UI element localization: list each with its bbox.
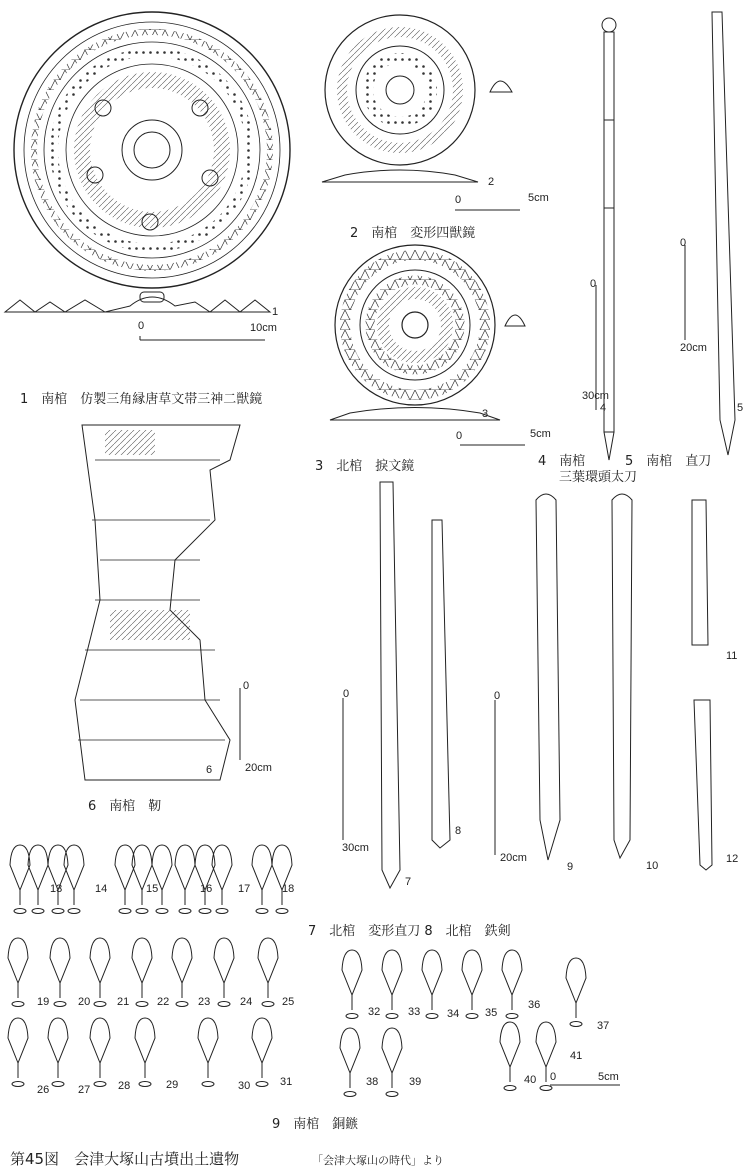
scale-5-zero: 0: [680, 237, 687, 249]
figure-number-38: 38: [366, 1076, 379, 1088]
figure-number-3: 3: [482, 408, 489, 420]
scale-7-zero: 0: [343, 688, 350, 700]
arrowhead-section: [426, 1014, 438, 1019]
figure-number-30: 30: [238, 1080, 251, 1092]
figure-number-36: 36: [528, 999, 541, 1011]
mirror-3-drawing: [330, 245, 525, 445]
arrowhead-sketch: [198, 1018, 218, 1078]
caption-7-8: 7 北棺 変形直刀 8 北棺 鉄剣: [308, 924, 511, 939]
arrowhead-sketch: [382, 950, 402, 1010]
figure-number-17: 17: [238, 883, 251, 895]
scale-4-zero: 0: [590, 278, 597, 290]
arrowhead-section: [139, 1082, 151, 1087]
scale-7-length: 30cm: [342, 842, 369, 854]
arrowhead-section: [346, 1014, 358, 1019]
figure-number-29: 29: [166, 1079, 179, 1091]
arrowhead-sketch: [175, 845, 195, 905]
figure-number-11: 11: [726, 650, 738, 662]
figure-number-35: 35: [485, 1007, 498, 1019]
arrowhead-section: [199, 909, 211, 914]
arrowhead-sketch: [8, 938, 28, 998]
arrowhead-sketch: [342, 950, 362, 1010]
figure-number-37: 37: [597, 1020, 610, 1032]
scale-4-length: 30cm: [582, 390, 609, 402]
arrowhead-section: [262, 1002, 274, 1007]
figure-number-24: 24: [240, 996, 253, 1008]
figure-number-10: 10: [646, 860, 659, 872]
figure-number-16: 16: [200, 883, 213, 895]
arrowhead-section: [386, 1092, 398, 1097]
arrowhead-sketch: [422, 950, 442, 1010]
arrowhead-sketch: [212, 845, 232, 905]
arrowhead-section: [216, 909, 228, 914]
arrowhead-section: [540, 1086, 552, 1091]
scale-3-length: 5cm: [530, 428, 551, 440]
arrowhead-sketch: [115, 845, 135, 905]
arrowhead-section: [32, 909, 44, 914]
arrowhead-section: [218, 1002, 230, 1007]
figure-number-6: 6: [206, 764, 213, 776]
figure-number-20: 20: [78, 996, 91, 1008]
figure-number-7: 7: [405, 876, 412, 888]
arrowhead-section: [276, 909, 288, 914]
figure-number-23: 23: [198, 996, 211, 1008]
arrowhead-sketch: [258, 938, 278, 998]
scale-8-length: 20cm: [500, 852, 527, 864]
arrowhead-section: [12, 1082, 24, 1087]
arrowhead-sketch: [272, 845, 295, 905]
figure-number-15: 15: [146, 883, 159, 895]
arrowhead-sketch: [195, 845, 215, 905]
scale-9-zero: 0: [550, 1071, 557, 1083]
sword-5-drawing: [685, 12, 735, 455]
arrowhead-sketch: [566, 958, 586, 1018]
arrowhead-section: [14, 909, 26, 914]
arrowhead-sketch: [462, 950, 482, 1010]
figure-number-9: 9: [567, 861, 574, 873]
figure-number-18: 18: [282, 883, 295, 895]
figure-source: 「会津大塚山の時代」より: [312, 1154, 444, 1167]
figure-number-33: 33: [408, 1006, 421, 1018]
figure-number-28: 28: [118, 1080, 131, 1092]
mirror-1-profile: [5, 292, 270, 340]
figure-number-25: 25: [282, 996, 295, 1008]
arrowhead-section: [94, 1002, 106, 1007]
figure-number-5: 5: [737, 402, 744, 414]
figure-number-34: 34: [447, 1008, 460, 1020]
scale-1-zero: 0: [138, 320, 145, 332]
figure-number-31: 31: [280, 1076, 293, 1088]
figure-number-8: 8: [455, 825, 462, 837]
mirror-1-drawing: [14, 12, 290, 288]
arrowhead-sketch: [382, 1028, 402, 1088]
arrowhead-section: [119, 909, 131, 914]
arrowhead-section: [136, 1002, 148, 1007]
arrowhead-sketch: [152, 845, 172, 905]
arrowhead-section: [256, 1082, 268, 1087]
caption-1: 1 南棺 仿製三角縁唐草文帯三神二獣鏡: [20, 392, 263, 407]
arrowhead-section: [52, 1082, 64, 1087]
scale-1-length: 10cm: [250, 322, 277, 334]
arrowhead-section: [202, 1082, 214, 1087]
figure-number-13: 13: [50, 883, 63, 895]
arrowhead-sketch: [500, 1022, 520, 1082]
figure-number-27: 27: [78, 1084, 91, 1096]
arrowhead-section: [179, 909, 191, 914]
arrowhead-section: [344, 1092, 356, 1097]
arrowhead-section: [136, 909, 148, 914]
figure-title: 第45図 会津大塚山古墳出土遺物: [10, 1150, 240, 1168]
arrowhead-section: [156, 909, 168, 914]
quiver-6-drawing: [75, 425, 240, 780]
figure-number-32: 32: [368, 1006, 381, 1018]
scale-9-length: 5cm: [598, 1071, 619, 1083]
figure-number-2: 2: [488, 176, 495, 188]
arrowhead-sketch: [340, 1028, 360, 1088]
figure-number-41: 41: [570, 1050, 583, 1062]
arrowhead-sketch: [48, 845, 68, 905]
arrowhead-section: [570, 1022, 582, 1027]
arrowhead-sketch: [48, 1018, 68, 1078]
swords-7-12-drawing: [343, 482, 712, 888]
figure-number-26: 26: [37, 1084, 50, 1096]
scale-2-length: 5cm: [528, 192, 549, 204]
arrowhead-sketch: [502, 950, 522, 1010]
scale-2-zero: 0: [455, 194, 462, 206]
scale-6-length: 20cm: [245, 762, 272, 774]
figure-number-14: 14: [95, 883, 108, 895]
caption-2: 2 南棺 変形四獣鏡: [350, 226, 476, 241]
scale-5-length: 20cm: [680, 342, 707, 354]
figure-number-4: 4: [600, 402, 607, 414]
arrowhead-section: [94, 1082, 106, 1087]
scale-8-zero: 0: [494, 690, 501, 702]
arrowhead-section: [466, 1014, 478, 1019]
figure-number-1: 1: [272, 306, 279, 318]
arrowhead-sketch: [90, 938, 110, 998]
arrowhead-sketch: [132, 845, 152, 905]
arrowhead-sketch: [28, 845, 48, 905]
arrowhead-section: [256, 909, 268, 914]
arrowhead-section: [68, 909, 80, 914]
arrowhead-section: [12, 1002, 24, 1007]
caption-4-sub: 三葉環頭太刀: [559, 470, 638, 485]
figure-number-19: 19: [37, 996, 50, 1008]
arrowhead-section: [504, 1086, 516, 1091]
arrowhead-sketch: [252, 1018, 272, 1078]
scale-6-zero: 0: [243, 680, 250, 692]
figure-number-40: 40: [524, 1074, 537, 1086]
arrowhead-section: [54, 1002, 66, 1007]
arrowhead-sketch: [90, 1018, 110, 1078]
caption-6: 6 南棺 靭: [88, 799, 162, 814]
figure-number-12: 12: [726, 853, 739, 865]
caption-5: 5 南棺 直刀: [625, 454, 712, 469]
caption-4: 4 南棺: [538, 454, 586, 469]
scale-3-zero: 0: [456, 430, 463, 442]
arrowhead-sketch: [132, 938, 152, 998]
arrowhead-sketch: [8, 1018, 28, 1078]
arrowhead-sketch: [252, 845, 272, 905]
arrowhead-sketch: [214, 938, 234, 998]
figure-number-39: 39: [409, 1076, 422, 1088]
caption-9: 9 南棺 銅鏃: [272, 1117, 359, 1132]
arrowhead-sketch: [172, 938, 192, 998]
arrowhead-sketch: [10, 845, 30, 905]
arrowhead-sketch: [64, 845, 84, 905]
figure-number-21: 21: [117, 996, 130, 1008]
arrowhead-section: [506, 1014, 518, 1019]
caption-3: 3 北棺 捩文鏡: [315, 459, 415, 474]
arrowhead-section: [176, 1002, 188, 1007]
arrowhead-sketch: [50, 938, 70, 998]
arrowhead-section: [52, 909, 64, 914]
figure-number-22: 22: [157, 996, 170, 1008]
arrowhead-sketch: [135, 1018, 155, 1078]
arrowhead-section: [386, 1014, 398, 1019]
